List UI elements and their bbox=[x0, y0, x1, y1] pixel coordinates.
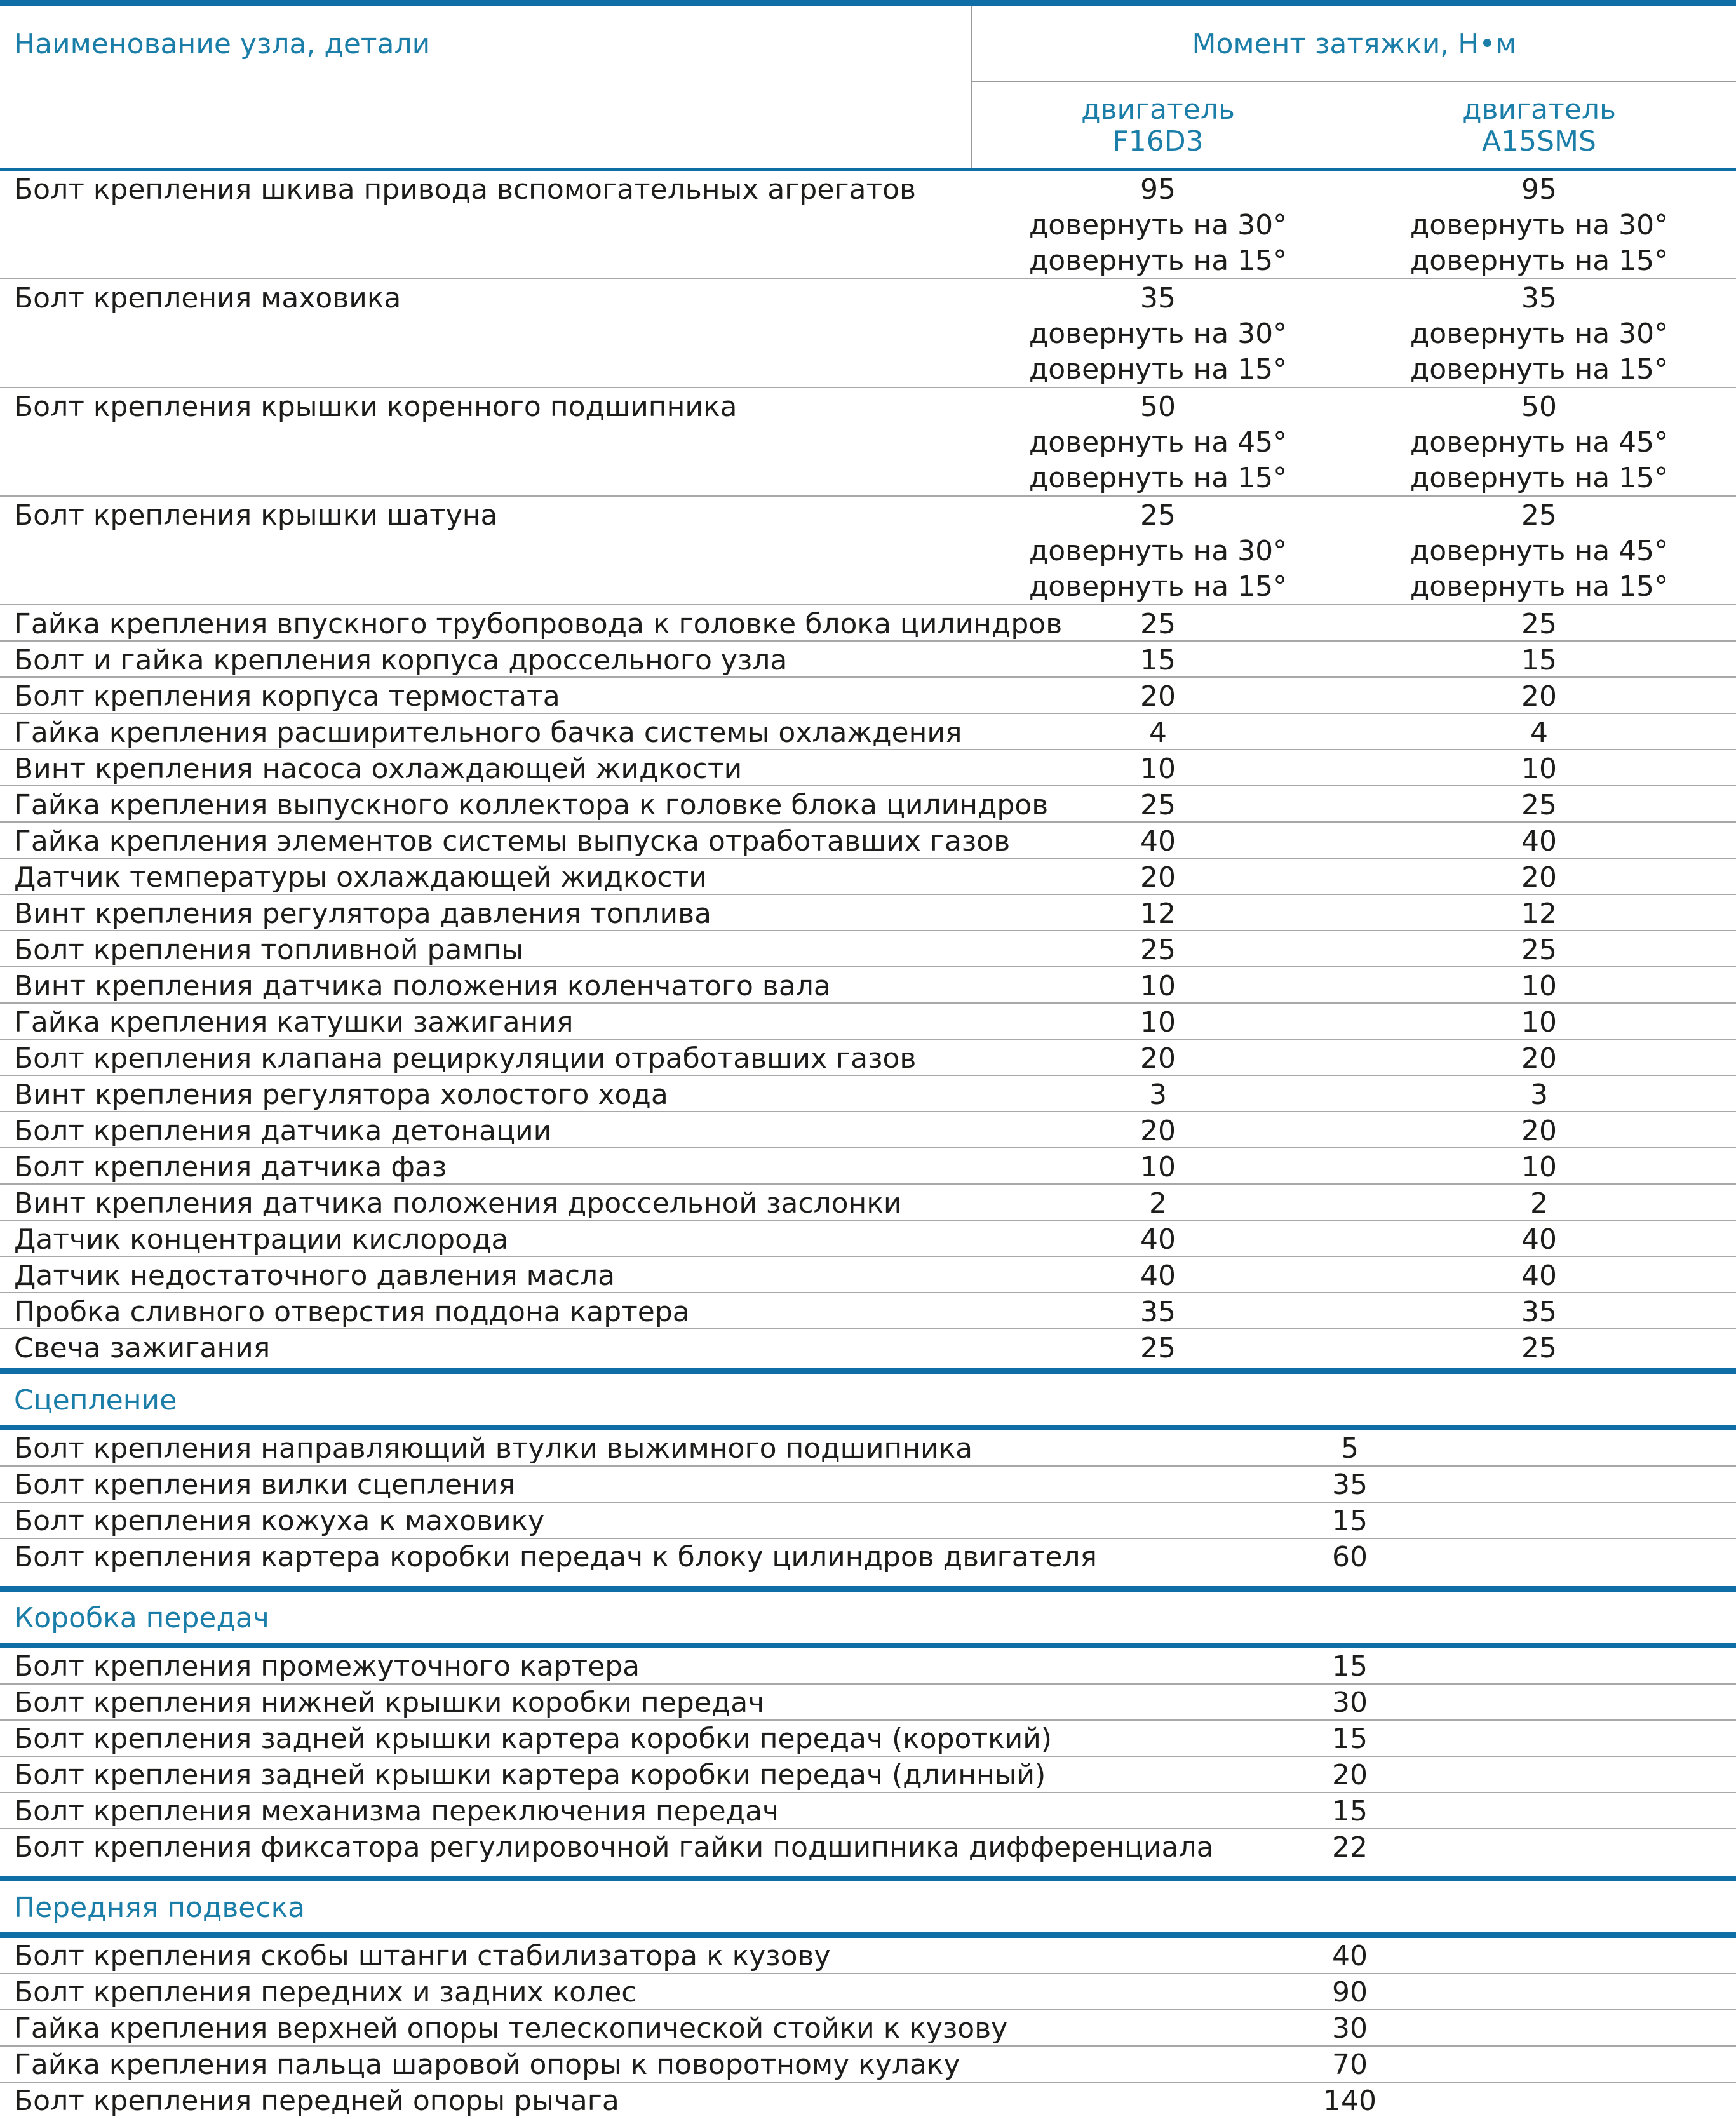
part-name: Болт крепления маховика bbox=[14, 282, 401, 314]
header-top-rule bbox=[0, 0, 1736, 6]
part-name: Болт крепления промежуточного картера bbox=[14, 1650, 640, 1683]
torque-a15sms bbox=[1349, 1295, 1730, 1330]
torque-step: 40 bbox=[1521, 1260, 1557, 1292]
torque-f16d3 bbox=[967, 1331, 1349, 1366]
part-name: Болт крепления клапана рециркуляции отработавших газов bbox=[14, 1042, 917, 1075]
part-name: Болт крепления механизма переключения передач bbox=[14, 1795, 779, 1827]
torque-step: 25 bbox=[1140, 608, 1176, 640]
torque-step: 40 bbox=[1521, 825, 1557, 858]
part-name: Свеча зажигания bbox=[14, 1332, 271, 1364]
table-row bbox=[0, 1430, 1736, 1467]
part-name: Болт крепления передней опоры рычага bbox=[14, 2085, 619, 2117]
table-row bbox=[0, 895, 1736, 931]
table-row bbox=[0, 1148, 1736, 1185]
section-title-text: Сцепление bbox=[14, 1384, 177, 1416]
torque-a15sms bbox=[1349, 643, 1730, 678]
part-name: Болт крепления корпуса термостата bbox=[14, 680, 560, 713]
part-name: Болт крепления скобы штанги стабилизатора к кузову bbox=[14, 1940, 831, 1972]
torque-value: 90 bbox=[1332, 1976, 1368, 2008]
table-row bbox=[0, 1040, 1736, 1076]
torque-value: 22 bbox=[1332, 1831, 1368, 1864]
torque-step: 10 bbox=[1140, 1006, 1176, 1039]
torque-f16d3 bbox=[967, 860, 1349, 896]
torque-step: 4 bbox=[1530, 716, 1548, 749]
section-title-rule bbox=[0, 1643, 1736, 1648]
part-name: Болт крепления кожуха к маховику bbox=[14, 1505, 545, 1537]
torque-step: 25 bbox=[1140, 934, 1176, 966]
torque-step: 20 bbox=[1140, 1042, 1176, 1075]
part-name: Болт крепления фиксатора регулировочной гайки подшипника дифференциала bbox=[14, 1831, 1214, 1864]
table-row bbox=[0, 931, 1736, 967]
torque-step: довернуть на 30° bbox=[1410, 318, 1669, 350]
torque-f16d3 bbox=[967, 1113, 1349, 1149]
torque-a15sms bbox=[1349, 715, 1730, 751]
part-name: Гайка крепления расширительного бачка системы охлаждения bbox=[14, 716, 962, 749]
torque-a15sms bbox=[1349, 1331, 1730, 1366]
torque-a15sms bbox=[1349, 1258, 1730, 1294]
torque-step: 15 bbox=[1140, 644, 1176, 676]
torque-f16d3 bbox=[967, 751, 1349, 787]
torque-f16d3 bbox=[967, 1005, 1349, 1040]
part-name: Болт крепления задней крышки картера коробки передач (короткий) bbox=[14, 1723, 1053, 1755]
torque-step: 10 bbox=[1140, 1151, 1176, 1183]
torque-step: 20 bbox=[1521, 861, 1557, 894]
torque-step: довернуть на 30° bbox=[1028, 318, 1288, 350]
table-row bbox=[0, 1721, 1736, 1757]
torque-step: 35 bbox=[1140, 282, 1176, 314]
part-name: Болт крепления топливной рампы bbox=[14, 934, 524, 966]
table-row bbox=[0, 714, 1736, 750]
torque-f16d3 bbox=[967, 715, 1349, 751]
table-row bbox=[0, 1648, 1736, 1685]
section-title-text: Коробка передач bbox=[14, 1602, 269, 1634]
table-row bbox=[0, 786, 1736, 823]
torque-value: 40 bbox=[1332, 1940, 1368, 1972]
torque-a15sms bbox=[1349, 932, 1730, 968]
table-row bbox=[0, 1112, 1736, 1148]
torque-f16d3 bbox=[967, 281, 1349, 387]
part-name: Болт крепления шкива привода вспомогательных агрегатов bbox=[14, 173, 916, 206]
part-name: Винт крепления датчика положения дроссельной заслонки bbox=[14, 1187, 902, 1220]
torque-step: 25 bbox=[1521, 934, 1557, 966]
table-row bbox=[0, 1829, 1736, 1866]
torque-value: 60 bbox=[1332, 1541, 1368, 1573]
torque-value: 70 bbox=[1332, 2048, 1368, 2081]
table-row bbox=[0, 823, 1736, 859]
table-row bbox=[0, 2083, 1736, 2119]
part-name: Болт крепления датчика детонации bbox=[14, 1115, 552, 1147]
torque-step: 25 bbox=[1521, 789, 1557, 821]
torque-step: 25 bbox=[1140, 1332, 1176, 1364]
table-row bbox=[0, 497, 1736, 605]
part-name: Пробка сливного отверстия поддона картера bbox=[14, 1296, 690, 1328]
part-name: Болт крепления крышки шатуна bbox=[14, 499, 498, 532]
torque-value: 15 bbox=[1332, 1505, 1368, 1537]
torque-step: 10 bbox=[1521, 1151, 1557, 1183]
torque-step: 10 bbox=[1521, 753, 1557, 785]
torque-step: 25 bbox=[1521, 608, 1557, 640]
table-row bbox=[0, 2010, 1736, 2047]
part-name: Болт крепления нижней крышки коробки передач bbox=[14, 1686, 765, 1719]
section-title bbox=[0, 1881, 1736, 1932]
torque-a15sms bbox=[1349, 1150, 1730, 1185]
header-sub-divider bbox=[972, 81, 1736, 82]
section-top-rule bbox=[0, 1368, 1736, 1374]
table-row bbox=[0, 859, 1736, 895]
torque-step: 95 bbox=[1521, 173, 1557, 206]
torque-step: 20 bbox=[1140, 1115, 1176, 1147]
torque-step: довернуть на 30° bbox=[1028, 535, 1288, 567]
section-title-rule bbox=[0, 1425, 1736, 1430]
torque-step: 2 bbox=[1530, 1187, 1548, 1220]
torque-step: довернуть на 30° bbox=[1028, 209, 1288, 241]
torque-value: 20 bbox=[1332, 1759, 1368, 1791]
table-row bbox=[0, 1974, 1736, 2010]
table-row bbox=[0, 1793, 1736, 1829]
torque-step: 4 bbox=[1149, 716, 1167, 749]
torque-a15sms bbox=[1349, 498, 1730, 605]
torque-a15sms bbox=[1349, 860, 1730, 896]
table-row bbox=[0, 1329, 1736, 1366]
part-name: Винт крепления регулятора холостого хода bbox=[14, 1079, 668, 1111]
part-name: Болт крепления направляющий втулки выжимного подшипника bbox=[14, 1432, 973, 1465]
torque-value: 30 bbox=[1332, 2012, 1368, 2045]
torque-a15sms bbox=[1349, 172, 1730, 279]
torque-f16d3 bbox=[967, 788, 1349, 823]
torque-step: 10 bbox=[1521, 1006, 1557, 1039]
part-name: Гайка крепления пальца шаровой опоры к поворотному кулаку bbox=[14, 2048, 960, 2081]
table-row bbox=[0, 1293, 1736, 1329]
torque-step: 25 bbox=[1140, 789, 1176, 821]
table-row bbox=[0, 1757, 1736, 1793]
torque-step: 20 bbox=[1521, 680, 1557, 713]
part-name: Болт крепления картера коробки передач к блоку цилиндров двигателя bbox=[14, 1541, 1097, 1573]
torque-step: 3 bbox=[1530, 1079, 1548, 1111]
part-name: Датчик концентрации кислорода bbox=[14, 1223, 509, 1256]
torque-column-heading: Момент затяжки, Н•м bbox=[1192, 28, 1517, 60]
torque-step: 25 bbox=[1140, 499, 1176, 532]
part-name: Гайка крепления впускного трубопровода к головке блока цилиндров bbox=[14, 608, 1063, 640]
torque-value: 15 bbox=[1332, 1723, 1368, 1755]
torque-a15sms bbox=[1349, 1005, 1730, 1040]
part-name: Гайка крепления элементов системы выпуска отработавших газов bbox=[14, 825, 1011, 858]
part-name: Болт и гайка крепления корпуса дроссельного узла bbox=[14, 644, 788, 676]
section-title-rule bbox=[0, 1932, 1736, 1938]
torque-a15sms bbox=[1349, 969, 1730, 1004]
section-block bbox=[0, 1876, 1736, 2119]
torque-a15sms bbox=[1349, 1186, 1730, 1221]
table-row bbox=[0, 967, 1736, 1004]
torque-step: довернуть на 15° bbox=[1410, 570, 1669, 603]
torque-a15sms bbox=[1349, 1077, 1730, 1113]
table-row bbox=[0, 1004, 1736, 1040]
table-row bbox=[0, 1685, 1736, 1721]
torque-step: довернуть на 45° bbox=[1410, 426, 1669, 459]
torque-step: 10 bbox=[1140, 753, 1176, 785]
table-row bbox=[0, 605, 1736, 642]
table-row bbox=[0, 1076, 1736, 1112]
torque-step: 95 bbox=[1140, 173, 1176, 206]
torque-step: 20 bbox=[1521, 1115, 1557, 1147]
torque-a15sms bbox=[1349, 1041, 1730, 1077]
torque-step: 20 bbox=[1140, 861, 1176, 894]
torque-f16d3 bbox=[967, 498, 1349, 605]
torque-a15sms bbox=[1349, 751, 1730, 787]
part-name: Гайка крепления верхней опоры телескопической стойки к кузову bbox=[14, 2012, 1008, 2045]
torque-f16d3 bbox=[967, 824, 1349, 859]
torque-f16d3 bbox=[967, 1041, 1349, 1077]
part-name: Болт крепления передних и задних колес bbox=[14, 1976, 637, 2008]
section-top-rule bbox=[0, 1586, 1736, 1592]
torque-step: довернуть на 15° bbox=[1028, 462, 1288, 494]
torque-step: 12 bbox=[1140, 898, 1176, 930]
torque-step: 50 bbox=[1140, 391, 1176, 423]
torque-step: 25 bbox=[1521, 499, 1557, 532]
torque-a15sms bbox=[1349, 679, 1730, 715]
section-block bbox=[0, 1368, 1736, 1575]
torque-a15sms bbox=[1349, 607, 1730, 642]
table-row bbox=[0, 750, 1736, 786]
part-name: Винт крепления датчика положения коленчатого вала bbox=[14, 970, 831, 1002]
torque-step: 40 bbox=[1140, 1223, 1176, 1256]
torque-value: 35 bbox=[1332, 1469, 1368, 1501]
torque-step: довернуть на 15° bbox=[1410, 245, 1669, 277]
torque-step: довернуть на 15° bbox=[1028, 570, 1288, 603]
section-block bbox=[0, 1586, 1736, 1866]
torque-f16d3 bbox=[967, 643, 1349, 678]
part-name: Гайка крепления катушки зажигания bbox=[14, 1006, 574, 1039]
part-name: Винт крепления насоса охлаждающей жидкости bbox=[14, 753, 743, 785]
torque-a15sms bbox=[1349, 281, 1730, 387]
part-name: Гайка крепления выпускного коллектора к головке блока цилиндров bbox=[14, 789, 1049, 821]
torque-step: довернуть на 15° bbox=[1028, 353, 1288, 386]
table-row bbox=[0, 279, 1736, 388]
part-name: Датчик температуры охлаждающей жидкости bbox=[14, 861, 707, 894]
torque-f16d3 bbox=[967, 1150, 1349, 1185]
torque-value: 15 bbox=[1332, 1650, 1368, 1683]
table-row bbox=[0, 642, 1736, 678]
torque-step: довернуть на 45° bbox=[1410, 535, 1669, 567]
torque-step: довернуть на 15° bbox=[1410, 353, 1669, 386]
table-row bbox=[0, 1467, 1736, 1503]
torque-step: довернуть на 15° bbox=[1410, 462, 1669, 494]
torque-step: 12 bbox=[1521, 898, 1557, 930]
torque-f16d3 bbox=[967, 1258, 1349, 1294]
section-top-rule bbox=[0, 1876, 1736, 1881]
torque-step: 20 bbox=[1521, 1042, 1557, 1075]
torque-step: 35 bbox=[1521, 1296, 1557, 1328]
section-title bbox=[0, 1592, 1736, 1643]
torque-step: 25 bbox=[1521, 1332, 1557, 1364]
torque-f16d3 bbox=[967, 1222, 1349, 1258]
torque-step: 35 bbox=[1521, 282, 1557, 314]
torque-f16d3 bbox=[967, 1186, 1349, 1221]
torque-f16d3 bbox=[967, 1077, 1349, 1113]
torque-value: 30 bbox=[1332, 1686, 1368, 1719]
table-row bbox=[0, 1503, 1736, 1539]
torque-step: 10 bbox=[1140, 970, 1176, 1002]
part-name: Болт крепления вилки сцепления bbox=[14, 1469, 516, 1501]
torque-step: 3 bbox=[1149, 1079, 1167, 1111]
name-column-heading: Наименование узла, детали bbox=[14, 28, 431, 60]
torque-step: 50 bbox=[1521, 391, 1557, 423]
table-row bbox=[0, 1185, 1736, 1221]
engine-f16d3-heading: двигатель F16D3 bbox=[1081, 93, 1235, 158]
part-name: Болт крепления датчика фаз bbox=[14, 1151, 447, 1183]
table-row bbox=[0, 388, 1736, 497]
torque-value: 5 bbox=[1341, 1432, 1359, 1465]
torque-a15sms bbox=[1349, 824, 1730, 859]
engine-rows bbox=[0, 171, 1736, 1366]
part-name: Болт крепления крышки коренного подшипника bbox=[14, 391, 737, 423]
torque-step: довернуть на 15° bbox=[1028, 245, 1288, 277]
torque-f16d3 bbox=[967, 607, 1349, 642]
table-row bbox=[0, 1539, 1736, 1575]
torque-step: 20 bbox=[1140, 680, 1176, 713]
torque-step: 2 bbox=[1149, 1187, 1167, 1220]
torque-step: 40 bbox=[1140, 1260, 1176, 1292]
torque-f16d3 bbox=[967, 969, 1349, 1004]
table-row bbox=[0, 1938, 1736, 1974]
part-name: Болт крепления задней крышки картера коробки передач (длинный) bbox=[14, 1759, 1046, 1791]
section-title-text: Передняя подвеска bbox=[14, 1892, 306, 1924]
table-header bbox=[0, 0, 1736, 170]
torque-a15sms bbox=[1349, 1113, 1730, 1149]
torque-value: 140 bbox=[1323, 2085, 1376, 2117]
torque-step: 10 bbox=[1521, 970, 1557, 1002]
torque-f16d3 bbox=[967, 932, 1349, 968]
torque-f16d3 bbox=[967, 389, 1349, 496]
torque-f16d3 bbox=[967, 172, 1349, 279]
torque-a15sms bbox=[1349, 389, 1730, 496]
torque-f16d3 bbox=[967, 679, 1349, 715]
table-row bbox=[0, 1221, 1736, 1257]
torque-value: 15 bbox=[1332, 1795, 1368, 1827]
torque-a15sms bbox=[1349, 1222, 1730, 1258]
engine-a15sms-heading: двигатель A15SMS bbox=[1462, 93, 1616, 158]
table-row bbox=[0, 171, 1736, 279]
torque-step: 40 bbox=[1521, 1223, 1557, 1256]
torque-step: 40 bbox=[1140, 825, 1176, 858]
table-row bbox=[0, 1257, 1736, 1293]
torque-a15sms bbox=[1349, 788, 1730, 823]
torque-f16d3 bbox=[967, 896, 1349, 932]
torque-step: 15 bbox=[1521, 644, 1557, 676]
part-name: Датчик недостаточного давления масла bbox=[14, 1260, 616, 1292]
table-row bbox=[0, 2047, 1736, 2083]
torque-step: довернуть на 30° bbox=[1410, 209, 1669, 241]
torque-step: довернуть на 45° bbox=[1028, 426, 1288, 459]
part-name: Винт крепления регулятора давления топлива bbox=[14, 898, 711, 930]
torque-f16d3 bbox=[967, 1295, 1349, 1330]
table-row bbox=[0, 678, 1736, 714]
torque-step: 35 bbox=[1140, 1296, 1176, 1328]
section-title bbox=[0, 1374, 1736, 1425]
torque-a15sms bbox=[1349, 896, 1730, 932]
